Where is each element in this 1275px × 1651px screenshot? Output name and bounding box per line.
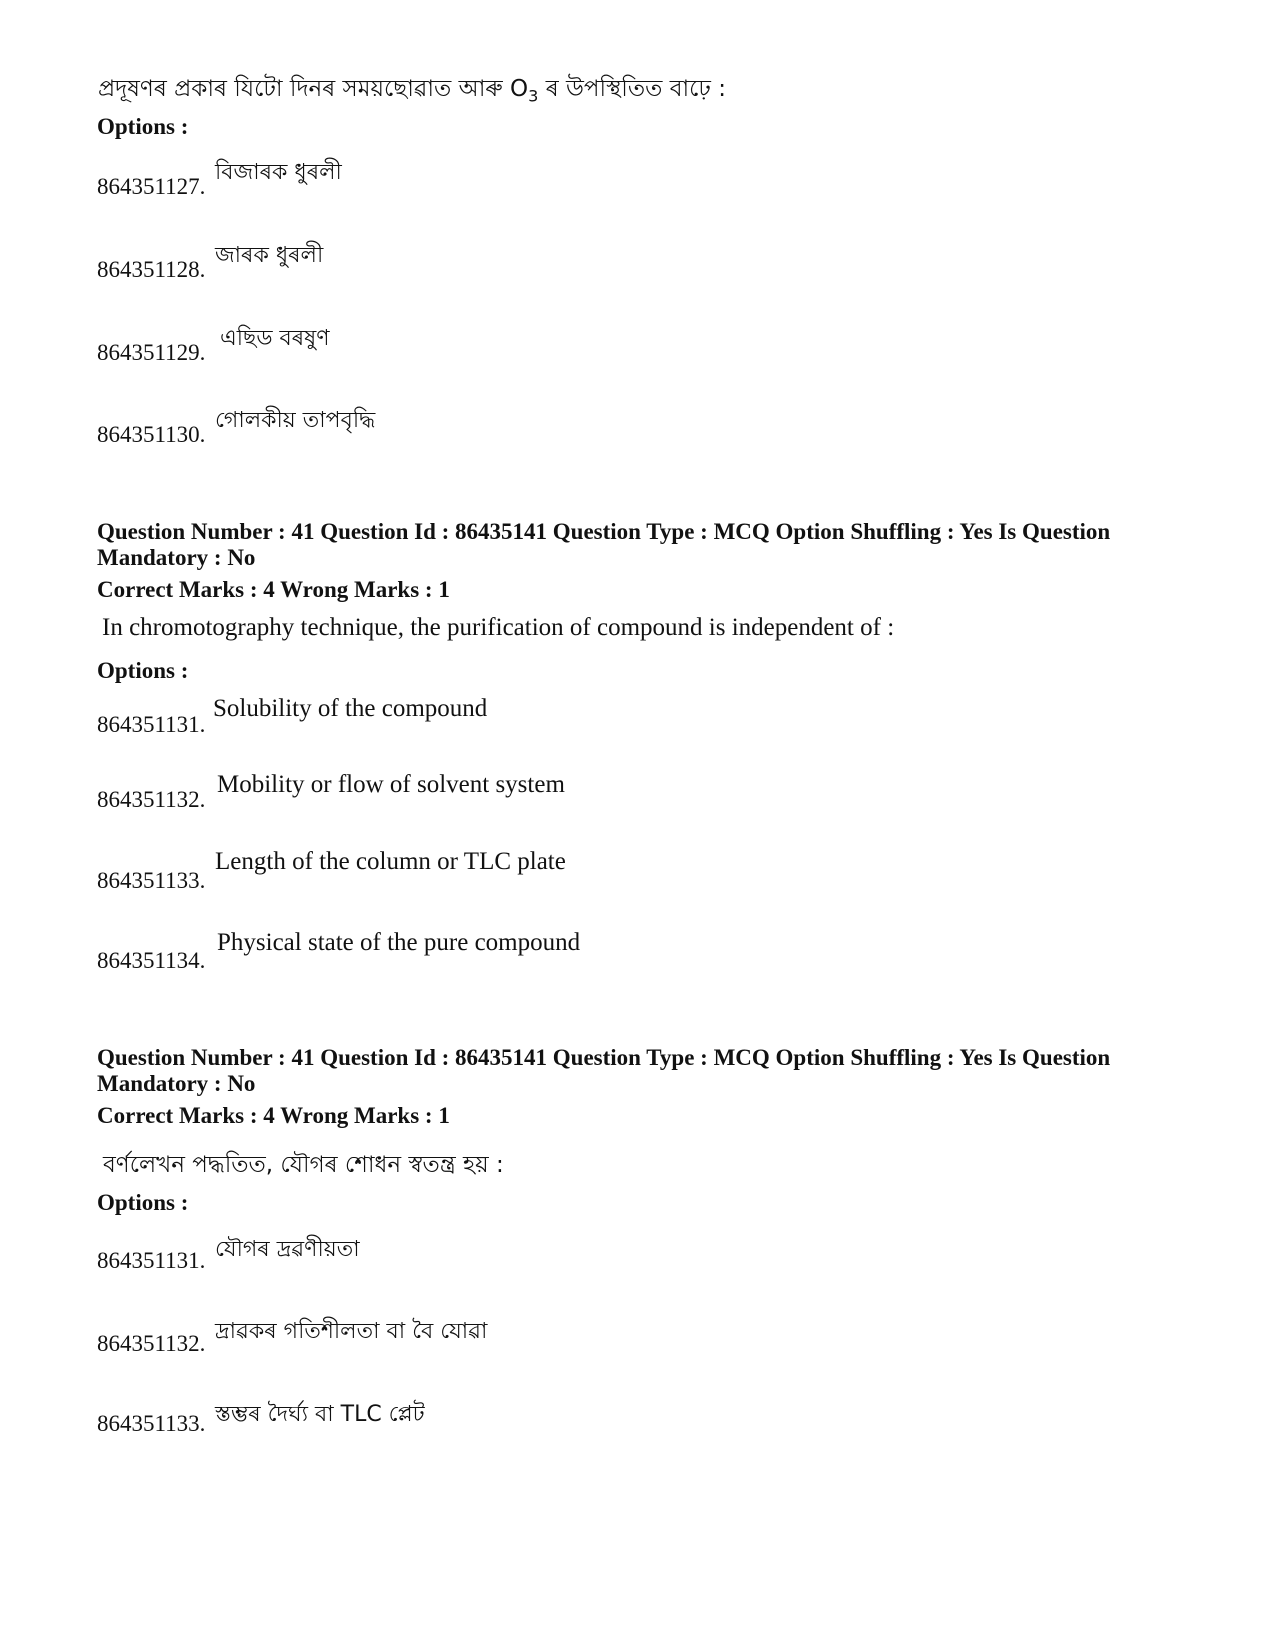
option-text: এছিড বৰষুণ [220, 326, 330, 351]
meta-line: Question Number : 41 Question Id : 86435141 Question Type : MCQ Option Shuffling : Yes Is Question [97, 519, 1111, 544]
option-number: 864351131. [97, 712, 206, 737]
option-number: 864351134. [97, 948, 206, 973]
option-number: 864351132. [97, 1331, 206, 1356]
question-meta [97, 519, 1110, 571]
option-number: 864351128. [97, 257, 206, 282]
options-label: Options : [97, 658, 189, 683]
meta-line: Question Number : 41 Question Id : 86435141 Question Type : MCQ Option Shuffling : Yes Is Question [97, 1045, 1111, 1070]
option-text: যৌগৰ দ্ৰৱণীয়তা [215, 1237, 360, 1262]
stem-text-part: ৰ উপস্থিতিত বাঢ়ে : [538, 76, 727, 102]
meta-line: Mandatory : No [97, 545, 256, 570]
question-meta [97, 1045, 1110, 1097]
marks-line: Correct Marks : 4 Wrong Marks : 1 [97, 577, 450, 602]
stem-subscript: 3 [528, 86, 539, 106]
question-stem-2: In chromotography technique, the purification of compound is independent of : [102, 614, 895, 641]
option-number: 864351129. [97, 340, 206, 365]
marks-line: Correct Marks : 4 Wrong Marks : 1 [97, 1103, 450, 1128]
question-stem-1 [98, 70, 726, 109]
option-number: 864351131. [97, 1248, 206, 1273]
option-text: স্তম্ভৰ দৈৰ্ঘ্য বা TLC প্লেট [215, 1402, 425, 1427]
option-text: জাৰক ধুৰলী [215, 243, 324, 268]
option-number: 864351130. [97, 422, 206, 447]
option-text: Length of the column or TLC plate [215, 848, 566, 875]
option-number: 864351133. [97, 1411, 206, 1436]
question-stem-3: বৰ্ণলেখন পদ্ধতিত, যৌগৰ শোধন স্বতন্ত্ৰ হয় : [103, 1152, 504, 1178]
stem-text-part: প্ৰদূষণৰ প্ৰকাৰ যিটো দিনৰ সময়ছোৱাত আৰু O [98, 76, 529, 102]
option-number: 864351127. [97, 174, 206, 199]
option-text: গোলকীয় তাপবৃদ্ধি [215, 408, 376, 433]
option-text: Mobility or flow of solvent system [217, 771, 565, 798]
option-text: Solubility of the compound [213, 695, 488, 722]
option-text: বিজাৰক ধুৰলী [215, 160, 342, 185]
option-text: Physical state of the pure compound [217, 929, 581, 956]
meta-line: Mandatory : No [97, 1071, 256, 1096]
options-label: Options : [97, 114, 189, 139]
option-number: 864351133. [97, 868, 206, 893]
options-label: Options : [97, 1190, 189, 1215]
option-number: 864351132. [97, 787, 206, 812]
option-text: দ্ৰাৱকৰ গতিশীলতা বা বৈ যোৱা [215, 1319, 488, 1344]
